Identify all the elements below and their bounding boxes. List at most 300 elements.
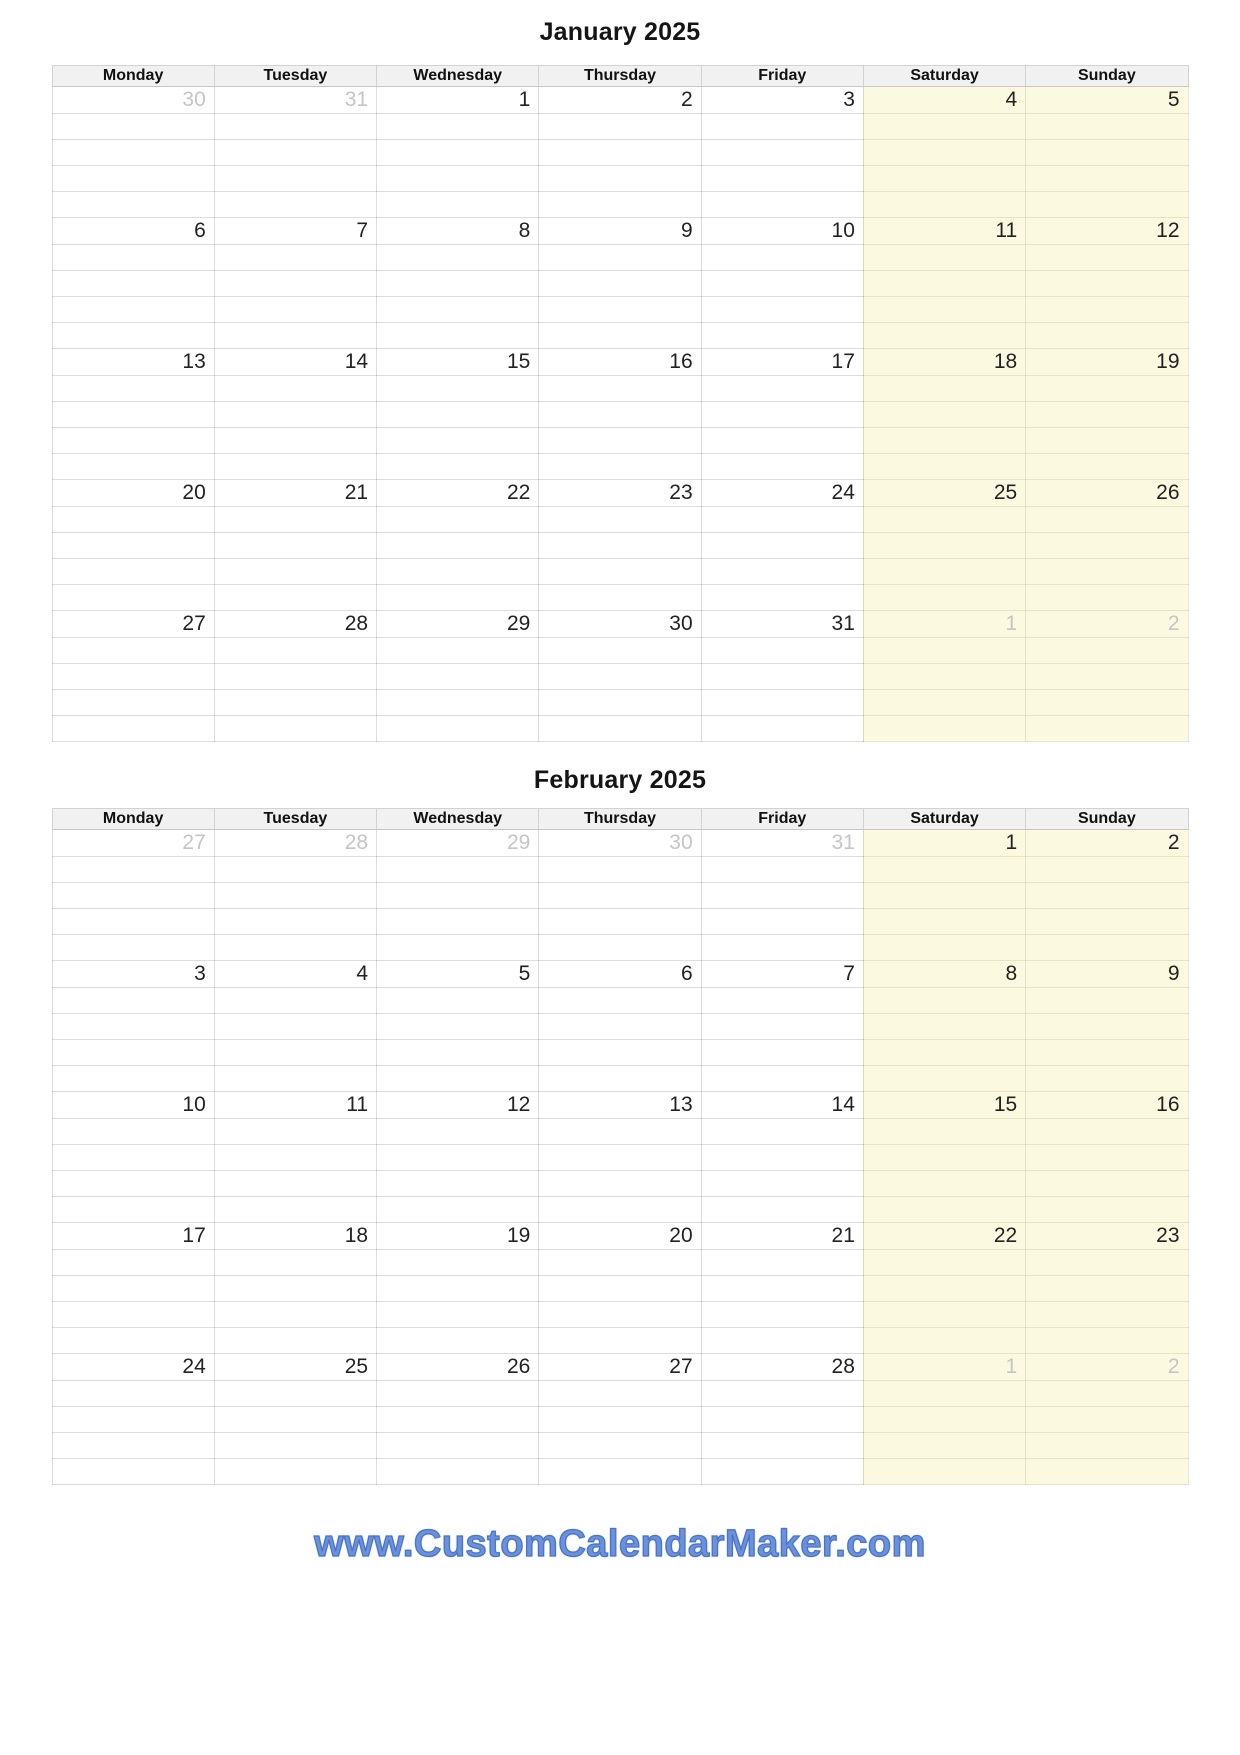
note-line-cell (863, 690, 1025, 716)
day-cell: 1 (863, 830, 1025, 857)
day-cell: 30 (539, 611, 701, 638)
note-line-cell (377, 716, 539, 742)
note-line-row (52, 140, 1188, 166)
day-cell: 28 (701, 1354, 863, 1381)
note-line-cell (863, 1381, 1025, 1407)
note-line-cell (214, 664, 376, 690)
note-line-cell (214, 690, 376, 716)
note-line-cell (377, 883, 539, 909)
note-line-cell (701, 988, 863, 1014)
note-line-cell (1026, 1197, 1188, 1223)
note-line-cell (52, 1328, 214, 1354)
day-cell: 7 (701, 961, 863, 988)
note-line-cell (1026, 1250, 1188, 1276)
note-line-cell (52, 271, 214, 297)
note-line-cell (377, 638, 539, 664)
note-line-cell (214, 1197, 376, 1223)
note-line-cell (539, 1328, 701, 1354)
day-cell: 29 (377, 611, 539, 638)
day-cell: 19 (1026, 349, 1188, 376)
calendar-grid-january (52, 65, 1189, 742)
note-line-cell (52, 1276, 214, 1302)
note-line-cell (863, 533, 1025, 559)
week-date-row (52, 349, 1188, 376)
note-line-cell (377, 1407, 539, 1433)
day-header-wednesday: Wednesday (377, 809, 539, 830)
note-line-cell (863, 323, 1025, 349)
note-line-cell (214, 166, 376, 192)
note-line-cell (1026, 114, 1188, 140)
note-line-row (52, 533, 1188, 559)
note-line-cell (214, 533, 376, 559)
note-line-cell (377, 245, 539, 271)
note-line-row (52, 1381, 1188, 1407)
note-line-cell (863, 1328, 1025, 1354)
note-line-row (52, 1302, 1188, 1328)
day-cell: 31 (701, 830, 863, 857)
day-cell: 23 (539, 480, 701, 507)
note-line-cell (214, 114, 376, 140)
note-line-cell (52, 1040, 214, 1066)
note-line-cell (1026, 1066, 1188, 1092)
note-line-cell (214, 988, 376, 1014)
note-line-cell (377, 1381, 539, 1407)
note-line-cell (52, 533, 214, 559)
day-cell: 18 (214, 1223, 376, 1250)
day-header-monday: Monday (52, 66, 214, 87)
note-line-cell (539, 1145, 701, 1171)
note-line-cell (701, 533, 863, 559)
note-line-cell (701, 376, 863, 402)
note-line-cell (377, 271, 539, 297)
note-line-cell (52, 1250, 214, 1276)
note-line-row (52, 1014, 1188, 1040)
note-line-cell (377, 1433, 539, 1459)
day-cell: 30 (52, 87, 214, 114)
note-line-cell (1026, 271, 1188, 297)
note-line-row (52, 1433, 1188, 1459)
note-line-cell (701, 1066, 863, 1092)
note-line-row (52, 1171, 1188, 1197)
note-line-cell (539, 271, 701, 297)
note-line-cell (863, 428, 1025, 454)
note-line-cell (539, 114, 701, 140)
note-line-cell (701, 402, 863, 428)
note-line-cell (701, 1145, 863, 1171)
day-cell: 30 (539, 830, 701, 857)
note-line-cell (214, 1276, 376, 1302)
note-line-cell (377, 1066, 539, 1092)
note-line-cell (539, 507, 701, 533)
note-line-cell (214, 140, 376, 166)
day-cell: 29 (377, 830, 539, 857)
day-cell: 1 (863, 1354, 1025, 1381)
note-line-cell (52, 1014, 214, 1040)
note-line-cell (377, 1040, 539, 1066)
note-line-cell (863, 1145, 1025, 1171)
note-line-cell (52, 857, 214, 883)
day-cell: 1 (863, 611, 1025, 638)
note-line-cell (701, 1459, 863, 1485)
day-header-friday: Friday (701, 66, 863, 87)
note-line-cell (539, 140, 701, 166)
note-line-cell (539, 1066, 701, 1092)
note-line-row (52, 166, 1188, 192)
note-line-cell (214, 507, 376, 533)
note-line-cell (377, 166, 539, 192)
day-cell: 20 (52, 480, 214, 507)
note-line-cell (1026, 376, 1188, 402)
note-line-cell (214, 245, 376, 271)
note-line-cell (377, 323, 539, 349)
note-line-cell (377, 1014, 539, 1040)
note-line-cell (539, 533, 701, 559)
note-line-cell (377, 1328, 539, 1354)
note-line-cell (539, 402, 701, 428)
note-line-cell (214, 1433, 376, 1459)
note-line-cell (377, 402, 539, 428)
note-line-row (52, 454, 1188, 480)
note-line-cell (377, 533, 539, 559)
note-line-cell (863, 935, 1025, 961)
note-line-cell (701, 271, 863, 297)
day-cell: 21 (214, 480, 376, 507)
week-date-row (52, 218, 1188, 245)
note-line-cell (863, 1014, 1025, 1040)
note-line-cell (214, 909, 376, 935)
note-line-row (52, 192, 1188, 218)
day-cell: 27 (52, 830, 214, 857)
note-line-row (52, 1119, 1188, 1145)
note-line-cell (377, 935, 539, 961)
note-line-row (52, 271, 1188, 297)
note-line-cell (863, 245, 1025, 271)
note-line-cell (377, 297, 539, 323)
note-line-cell (863, 376, 1025, 402)
note-line-cell (52, 1302, 214, 1328)
day-cell: 15 (863, 1092, 1025, 1119)
note-line-cell (701, 323, 863, 349)
note-line-cell (52, 428, 214, 454)
note-line-cell (539, 1459, 701, 1485)
note-line-cell (214, 585, 376, 611)
note-line-cell (863, 716, 1025, 742)
note-line-cell (377, 454, 539, 480)
note-line-cell (863, 192, 1025, 218)
day-cell: 26 (1026, 480, 1188, 507)
note-line-row (52, 245, 1188, 271)
note-line-cell (1026, 297, 1188, 323)
note-line-cell (1026, 1407, 1188, 1433)
day-cell: 9 (539, 218, 701, 245)
note-line-row (52, 1250, 1188, 1276)
day-cell: 10 (52, 1092, 214, 1119)
day-cell: 1 (377, 87, 539, 114)
note-line-cell (701, 690, 863, 716)
day-cell: 31 (701, 611, 863, 638)
note-line-cell (1026, 1014, 1188, 1040)
note-line-row (52, 323, 1188, 349)
note-line-cell (863, 166, 1025, 192)
note-line-cell (863, 559, 1025, 585)
note-line-cell (1026, 140, 1188, 166)
note-line-cell (214, 1145, 376, 1171)
day-cell: 26 (377, 1354, 539, 1381)
note-line-cell (1026, 1302, 1188, 1328)
note-line-cell (1026, 1276, 1188, 1302)
note-line-cell (214, 1459, 376, 1485)
note-line-cell (377, 1119, 539, 1145)
note-line-cell (539, 1119, 701, 1145)
note-line-cell (863, 140, 1025, 166)
note-line-row (52, 1328, 1188, 1354)
note-line-cell (52, 166, 214, 192)
note-line-cell (863, 271, 1025, 297)
note-line-row (52, 297, 1188, 323)
note-line-cell (52, 1433, 214, 1459)
day-header-sunday: Sunday (1026, 809, 1188, 830)
day-header-friday: Friday (701, 809, 863, 830)
month-title-january: January 2025 (539, 18, 701, 46)
note-line-cell (377, 114, 539, 140)
note-line-cell (214, 883, 376, 909)
day-cell: 28 (214, 611, 376, 638)
note-line-cell (1026, 192, 1188, 218)
note-line-cell (863, 402, 1025, 428)
day-cell: 3 (701, 87, 863, 114)
note-line-cell (701, 428, 863, 454)
note-line-cell (377, 428, 539, 454)
day-cell: 25 (863, 480, 1025, 507)
note-line-cell (863, 857, 1025, 883)
note-line-cell (539, 935, 701, 961)
note-line-cell (1026, 1171, 1188, 1197)
day-header-row (52, 66, 1188, 87)
note-line-cell (701, 114, 863, 140)
note-line-cell (214, 1119, 376, 1145)
note-line-cell (701, 507, 863, 533)
note-line-cell (377, 1197, 539, 1223)
note-line-cell (1026, 1119, 1188, 1145)
note-line-cell (539, 1171, 701, 1197)
note-line-cell (52, 1197, 214, 1223)
day-cell: 8 (863, 961, 1025, 988)
note-line-cell (1026, 664, 1188, 690)
day-cell: 15 (377, 349, 539, 376)
note-line-cell (863, 1459, 1025, 1485)
note-line-cell (1026, 883, 1188, 909)
note-line-cell (863, 664, 1025, 690)
day-cell: 25 (214, 1354, 376, 1381)
note-line-cell (863, 454, 1025, 480)
note-line-cell (539, 638, 701, 664)
note-line-cell (52, 638, 214, 664)
note-line-cell (1026, 690, 1188, 716)
note-line-cell (1026, 1459, 1188, 1485)
note-line-row (52, 507, 1188, 533)
note-line-cell (539, 1276, 701, 1302)
day-cell: 13 (52, 349, 214, 376)
note-line-cell (701, 166, 863, 192)
day-cell: 2 (1026, 611, 1188, 638)
note-line-cell (52, 1407, 214, 1433)
day-cell: 14 (214, 349, 376, 376)
day-header-thursday: Thursday (539, 66, 701, 87)
note-line-cell (539, 716, 701, 742)
note-line-cell (52, 690, 214, 716)
note-line-cell (52, 245, 214, 271)
note-line-row (52, 1040, 1188, 1066)
day-cell: 6 (539, 961, 701, 988)
note-line-cell (52, 192, 214, 218)
note-line-cell (863, 585, 1025, 611)
note-line-cell (377, 559, 539, 585)
note-line-cell (1026, 585, 1188, 611)
note-line-cell (863, 988, 1025, 1014)
day-cell: 22 (863, 1223, 1025, 1250)
note-line-cell (214, 402, 376, 428)
note-line-cell (377, 664, 539, 690)
day-cell: 31 (214, 87, 376, 114)
note-line-cell (377, 140, 539, 166)
note-line-cell (52, 559, 214, 585)
note-line-cell (701, 1381, 863, 1407)
day-header-saturday: Saturday (863, 66, 1025, 87)
note-line-cell (539, 1040, 701, 1066)
note-line-cell (1026, 1381, 1188, 1407)
week-date-row (52, 480, 1188, 507)
note-line-row (52, 988, 1188, 1014)
note-line-cell (863, 883, 1025, 909)
note-line-cell (52, 402, 214, 428)
note-line-cell (1026, 428, 1188, 454)
note-line-cell (1026, 402, 1188, 428)
week-date-row (52, 611, 1188, 638)
calendar-grid-february (52, 808, 1189, 1485)
note-line-cell (1026, 909, 1188, 935)
day-cell: 4 (214, 961, 376, 988)
note-line-cell (214, 1328, 376, 1354)
note-line-cell (52, 376, 214, 402)
note-line-cell (1026, 323, 1188, 349)
note-line-cell (539, 857, 701, 883)
note-line-row (52, 1066, 1188, 1092)
note-line-cell (1026, 1433, 1188, 1459)
note-line-cell (1026, 507, 1188, 533)
note-line-cell (701, 857, 863, 883)
note-line-cell (701, 1040, 863, 1066)
day-cell: 2 (539, 87, 701, 114)
note-line-cell (1026, 935, 1188, 961)
note-line-cell (539, 1381, 701, 1407)
note-line-row (52, 935, 1188, 961)
note-line-cell (539, 559, 701, 585)
note-line-cell (863, 1119, 1025, 1145)
note-line-row (52, 638, 1188, 664)
note-line-cell (701, 638, 863, 664)
note-line-cell (52, 988, 214, 1014)
note-line-cell (377, 1250, 539, 1276)
note-line-cell (214, 428, 376, 454)
note-line-cell (539, 664, 701, 690)
week-date-row (52, 830, 1188, 857)
day-cell: 10 (701, 218, 863, 245)
note-line-cell (701, 1276, 863, 1302)
note-line-cell (539, 1433, 701, 1459)
note-line-cell (1026, 857, 1188, 883)
day-cell: 23 (1026, 1223, 1188, 1250)
note-line-cell (214, 1250, 376, 1276)
note-line-cell (863, 1066, 1025, 1092)
note-line-cell (52, 585, 214, 611)
day-cell: 12 (1026, 218, 1188, 245)
note-line-cell (52, 883, 214, 909)
note-line-cell (701, 1433, 863, 1459)
note-line-cell (52, 454, 214, 480)
note-line-cell (863, 1040, 1025, 1066)
note-line-cell (214, 935, 376, 961)
note-line-cell (214, 1171, 376, 1197)
day-header-row (52, 809, 1188, 830)
note-line-cell (539, 166, 701, 192)
note-line-row (52, 690, 1188, 716)
note-line-cell (52, 664, 214, 690)
week-date-row (52, 961, 1188, 988)
note-line-cell (863, 297, 1025, 323)
note-line-cell (214, 638, 376, 664)
note-line-cell (214, 1040, 376, 1066)
note-line-row (52, 857, 1188, 883)
note-line-cell (1026, 988, 1188, 1014)
note-line-row (52, 909, 1188, 935)
note-line-cell (1026, 533, 1188, 559)
note-line-row (52, 428, 1188, 454)
note-line-cell (701, 909, 863, 935)
note-line-row (52, 1197, 1188, 1223)
note-line-cell (1026, 559, 1188, 585)
note-line-cell (863, 507, 1025, 533)
note-line-cell (377, 909, 539, 935)
day-header-wednesday: Wednesday (377, 66, 539, 87)
note-line-cell (52, 716, 214, 742)
note-line-cell (539, 585, 701, 611)
week-date-row (52, 1354, 1188, 1381)
note-line-cell (539, 883, 701, 909)
note-line-cell (701, 1171, 863, 1197)
note-line-cell (214, 857, 376, 883)
note-line-cell (214, 716, 376, 742)
day-cell: 12 (377, 1092, 539, 1119)
note-line-cell (863, 1302, 1025, 1328)
day-cell: 7 (214, 218, 376, 245)
note-line-cell (863, 638, 1025, 664)
note-line-cell (52, 140, 214, 166)
note-line-row (52, 402, 1188, 428)
note-line-cell (214, 192, 376, 218)
note-line-cell (377, 857, 539, 883)
note-line-cell (539, 1250, 701, 1276)
note-line-cell (377, 1171, 539, 1197)
note-line-cell (52, 1066, 214, 1092)
note-line-cell (701, 192, 863, 218)
note-line-cell (701, 1407, 863, 1433)
note-line-row (52, 114, 1188, 140)
day-cell: 9 (1026, 961, 1188, 988)
note-line-cell (863, 1433, 1025, 1459)
note-line-cell (214, 1066, 376, 1092)
note-line-cell (52, 114, 214, 140)
note-line-cell (863, 1171, 1025, 1197)
